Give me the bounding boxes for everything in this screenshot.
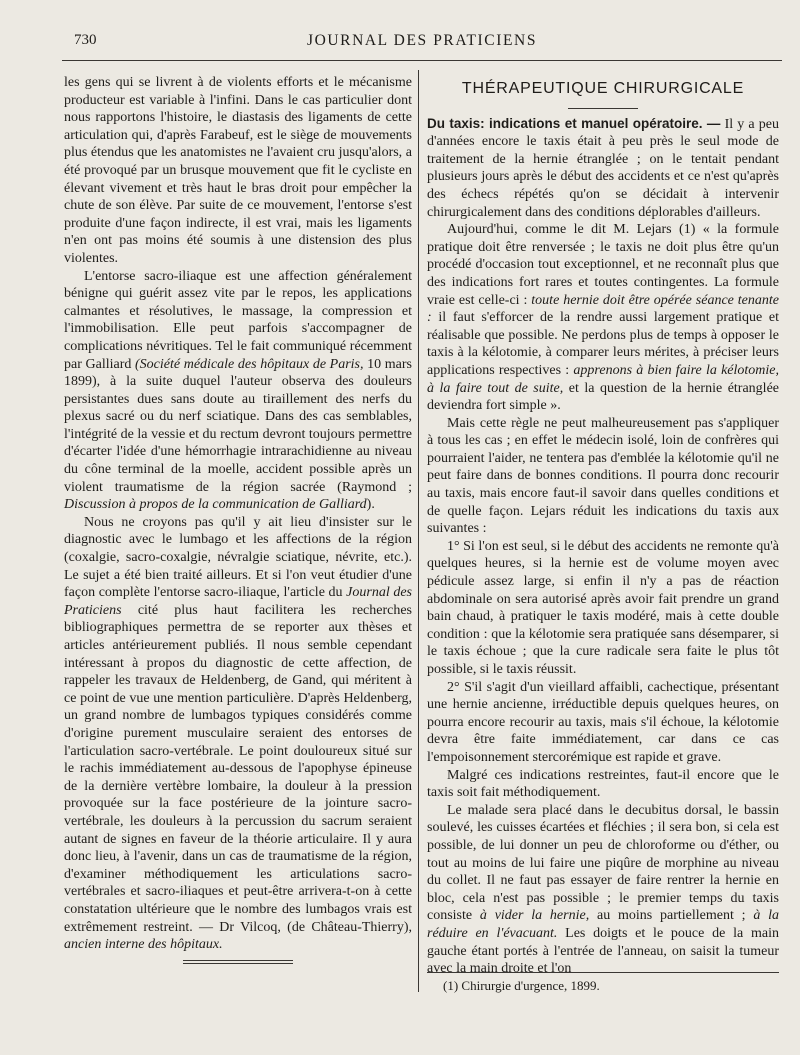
right-paragraph-5: 2° S'il s'agit d'un vieillard affaibli, cachectique, présentant une hernie ancienne, irréductible depuis quelques heures, on pourra encore recourir au taxis, mais s'il échoue, la kélotomie devra être faite immédiatement, car dans ce cas l'empoisonnement stercorémique est rapide et grave. — [427, 679, 779, 765]
footnote: (1) Chirurgie d'urgence, 1899. — [443, 978, 600, 993]
section-title: THÉRAPEUTIQUE CHIRURGICALE — [461, 80, 745, 97]
left-paragraph-2: L'entorse sacro-iliaque est une affection généralement bénigne qui guérit assez vite par le repos, les applications calmantes et résolutives, le massage, la compression et l'immobilisation. Elle peut parfois s'accompagner de complications névritiques. Tel le fait communiqué récemment par Galliard (Société médicale des hôpitaux de Paris, 10 mars 1899), à la suite duquel l'auteur observa des douleurs persistantes dues sans doute au tiraillement des nerfs du plexus sacré ou du nerf sciatique. Dans des cas semblables, l'intégrité de la vessie et du rectum devront toujours permettre d'écarter l'idée d'une hémorrhagie intrarachidienne au niveau du cône terminal de la moelle, accident possible après un violent traumatisme de la région sacrée (Raymond ; Discussion à propos de la communication de Galliard). — [64, 268, 412, 513]
section-rule — [568, 108, 638, 109]
right-paragraph-3: Mais cette règle ne peut malheureusement pas s'appliquer à tous les cas ; en effet le médecin isolé, loin de confrères qui pourraient l'aider, ne tentera pas d'emblée la kélotomie qu'il ne peut faire dans de bonnes conditions. Il pourra donc recourir au taxis, mais encore faut-il savoir dans quelles conditions et de quelle façon. Lejars réduit les indications du taxis aux suivantes : — [427, 415, 779, 537]
column-divider — [418, 70, 419, 992]
right-paragraph-4: 1° Si l'on est seul, si le début des accidents ne remonte qu'à quelques heures, si la hernie est de volume moyen avec pédicule assez large, si enfin il n'y a pas de réaction abdominale on sera autorisé après avoir fait prendre un grand bain chaud, à pratiquer le taxis modéré, mais à cette double condition : que la kélotomie sera pratiquée sans désemparer, si le taxis échoue ; que la cure radicale sera faite le plus tôt possible, si le taxis réussit. — [427, 538, 779, 677]
right-paragraph-1: Du taxis: indications et manuel opératoire. — Il y a peu d'années encore le taxis était à peu près le seul mode de traitement de la hernie étranglée ; on le tentait pendant plusieurs jours après le début des accidents et ce n'est qu'après des échecs répétés qu'on se décidait à intervenir chirurgicalement dans des conditions déplorables d'ailleurs. — [427, 115, 780, 220]
header-rule — [62, 60, 782, 61]
page-number: 730 — [74, 32, 97, 48]
page-header — [62, 32, 782, 54]
right-paragraph-7: Le malade sera placé dans le decubitus dorsal, le bassin soulevé, les cuisses écartées et fléchies ; il sera bon, si cela est possible, de lui donner un peu de chloroforme ou d'éther, ou tout au moins de lui faire une piqûre de morphine au niveau du collet. Il ne faut pas essayer de faire rentrer la hernie en bloc, cela n'est pas possible ; le premier temps du taxis consiste à vider la hernie, au moins partiellement ; à la réduire en l'évacuant. Les doigts et le pouce de la main gauche étant portés à l'entrée de l'anneau, on saisit la tumeur avec la main droite et l'on — [427, 802, 780, 977]
left-paragraph-1: les gens qui se livrent à de violents efforts et le mécanisme producteur est variable à l'infini. Dans le cas particulier dont nous rapportons l'histoire, le diastasis des ligaments de cette articulation qui, d'après Farabeuf, est le siège de mouvements plus étendus que les anatomistes ne l'avaient cru jusqu'alors, a été provoqué par un brusque mouvement que fit le cycliste en élevant vivement et très haut le bras droit pour empêcher la chute de son élève. Par suite de ce mouvement, l'entorse s'est produite d'une façon indirecte, il est vrai, mais les ligaments n'en ont pas moins été soumis à une distension des plus violentes. — [64, 75, 412, 266]
right-paragraph-2: Aujourd'hui, comme le dit M. Lejars (1) « la formule pratique doit être renversée ; le taxis ne doit plus être qu'un procédé d'occasion tout exceptionnel, et ne reconnaît plus que des indications fort rares et toutes contingentes. La formule vraie est celle-ci : toute hernie doit être opérée séance tenante : il faut s'efforcer de la rendre aussi largement pratique et réalisable que possible. Ne perdons plus de temps à opposer le taxis à la kélotomie, à comparer leurs mérites, à préciser leurs applications respectives : apprenons à bien faire la kélotomie, à la faire tout de suite, et la question de la hernie étranglée deviendra fort simple ». — [427, 222, 779, 414]
right-paragraph-6: Malgré ces indications restreintes, faut-il encore que le taxis soit fait méthodiquement. — [427, 767, 779, 801]
journal-title: JOURNAL DES PRATICIENS — [306, 32, 538, 49]
left-paragraph-3: Nous ne croyons pas qu'il y ait lieu d'insister sur le diagnostic avec le lumbago et les affections de la région (coxalgie, sacro-coxalgie, névralgie sciatique, névrite, etc.). Le sujet a été bien traité ailleurs. Et si l'on veut étudier d'une façon complète l'entorse sacro-iliaque, l'article du Journal des Praticiens cité plus haut facilitera les recherches bibliographiques permettra de se reporter aux thèses et articles antérieurement publiés. Il nous semble cependant intéressant à propos du diagnostic de cette affection, de rappeler les travaux de Heldenberg, de Gand, qui méritent à ce point de vue une mention particulière. D'après Heldenberg, un grand nombre de lumbagos typiques considérés comme d'origine purement musculaire seraient des entorses de l'articulation sacro-vertébrale. Le point douloureux situé sur le rachis immédiatement au-dessous de l'apophyse épineuse de la dernière vertèbre lombaire, la douleur à la pression provoquée sur la face postérieure de la jointure sacro-vertébrale, les douleurs à la percussion du sacrum seraient autant de signes en faveur de la théorie articulaire. Il y aura donc lieu, à l'avenir, dans un cas de traumatisme de la région, d'examiner méthodiquement les articulations sacro-vertébrales et sacro-iliaques et peut-être arrivera-t-on à cette constatation ultérieure que le nombre des lumbagos vrais est extrêmement restreint. — Dr Vilcoq, (de Château-Thierry), ancien interne des hôpitaux. — [64, 514, 413, 953]
left-column — [64, 74, 412, 964]
footnote-rule — [427, 972, 779, 973]
right-column — [427, 74, 779, 978]
article-title: Du taxis: indications et manuel opératoire. — — [427, 115, 721, 131]
article-end-rule — [183, 960, 293, 964]
